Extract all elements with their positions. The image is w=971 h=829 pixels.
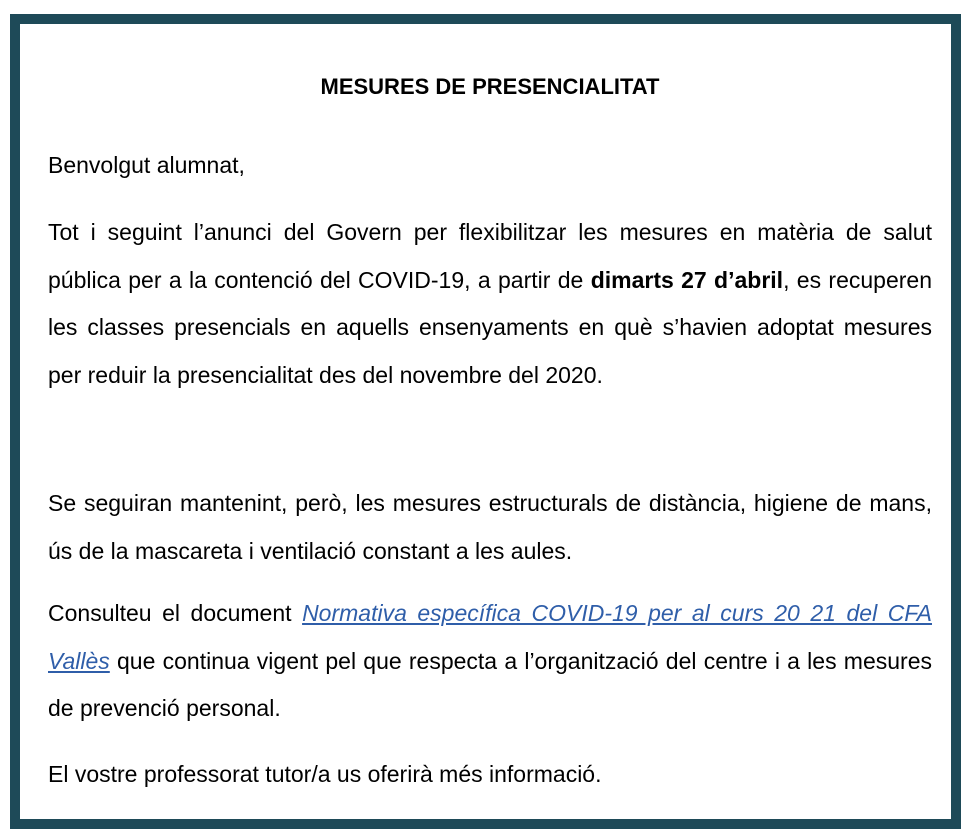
main-paragraph-intro: Tot i seguint l’anunci del Govern per flexibilitzar les mesures en matèria de salut pública per a la contenció del COVID-19, a partir de [48, 219, 932, 293]
measures-paragraph: Se seguiran mantenint, però, les mesures estructurals de distància, higiene de mans, ús de la mascareta i ventilació constant a les aules. [48, 490, 932, 564]
main-paragraph-rest: , es recuperen les classes presencials en aquells ensenyaments en què s’havien adoptat mesures per reduir la presencialitat des del novembre del 2020. [48, 266, 933, 388]
consult-paragraph-intro: Consulteu el document [48, 600, 303, 626]
closing-text: El vostre professorat tutor/a us oferirà més informació. [48, 761, 602, 787]
main-paragraph [48, 209, 932, 399]
notice-title: MESURES DE PRESENCIALITAT [320, 74, 660, 99]
notice-frame [10, 14, 961, 829]
highlight-date: dimarts 27 d’abril [590, 266, 784, 293]
normativa-document-link[interactable]: Normativa específica COVID-19 per al curs 20 21 del CFA Vallès [48, 600, 932, 674]
consult-paragraph-rest: que continua vigent pel que respecta a l’organització del centre i a les mesures de prevenció personal. [48, 647, 932, 721]
greeting-text: Benvolgut alumnat, [48, 152, 245, 178]
consult-paragraph [48, 590, 932, 733]
